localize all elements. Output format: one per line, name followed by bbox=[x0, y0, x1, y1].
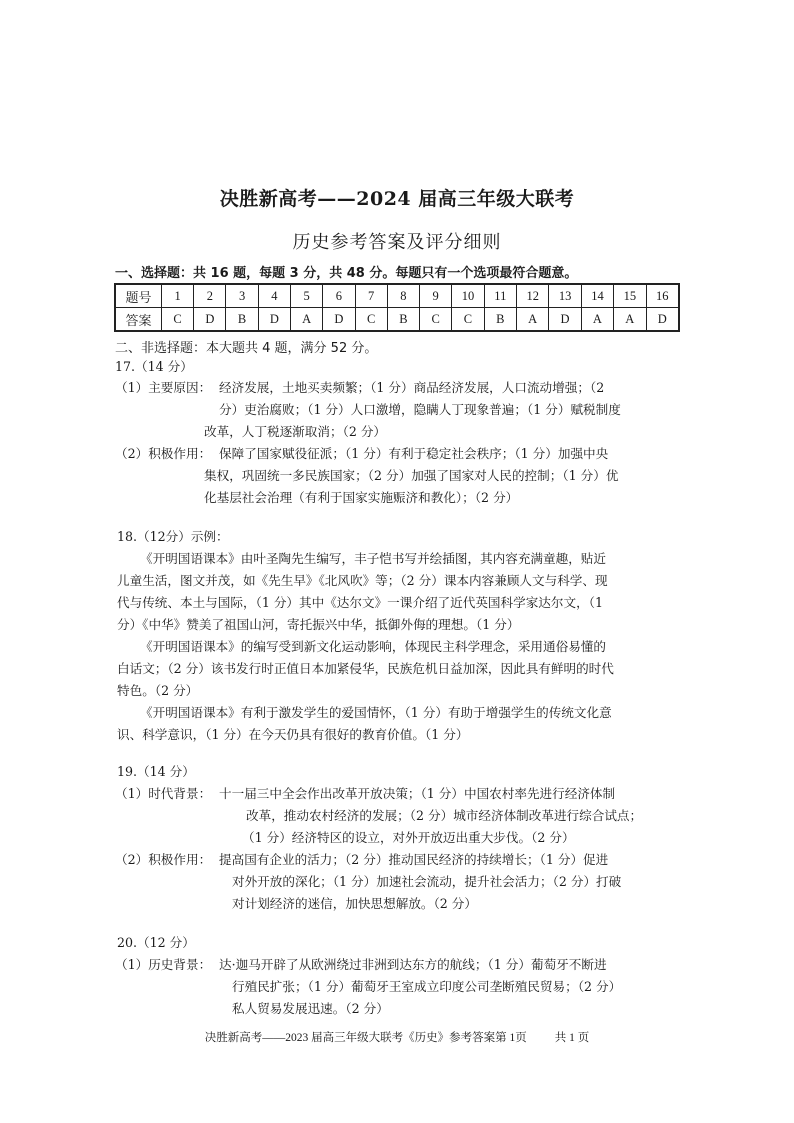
answer-cell: C bbox=[452, 308, 484, 332]
q17-title: 17.（14 分） bbox=[115, 359, 193, 374]
answer-cell: A bbox=[614, 308, 646, 332]
question-number-cell: 12 bbox=[517, 284, 549, 308]
question-number-cell: 16 bbox=[646, 284, 679, 308]
answer-table bbox=[114, 283, 680, 332]
q18-line: 《开明国语课本》有利于激发学生的爱国情怀，（1 分）有助于增强学生的传统文化意 bbox=[140, 705, 612, 720]
answer-cell: B bbox=[387, 308, 419, 332]
answer-cell: A bbox=[290, 308, 322, 332]
q17-p1-line: 改革，人丁税逐渐取消；（2 分） bbox=[204, 424, 387, 439]
answer-cell: C bbox=[420, 308, 452, 332]
q18-line: 《开明国语课本》由叶圣陶先生编写，丰子恺书写并绘插图，其内容充满童趣，贴近 bbox=[140, 551, 606, 566]
q18-line: 白话文；（2 分）该书发行时正值日本加紧侵华，民族危机日益加深，因此具有鲜明的时代 bbox=[117, 661, 614, 676]
question-number-cell: 15 bbox=[614, 284, 646, 308]
q18-line: 特色。（2 分） bbox=[117, 683, 199, 698]
question-number-cell: 7 bbox=[355, 284, 387, 308]
q19-p1-line: （1 分）经济特区的设立，对外开放迈出重大步伐。（2 分） bbox=[242, 830, 575, 845]
question-number-cell: 10 bbox=[452, 284, 484, 308]
row-label-number: 题号 bbox=[115, 284, 161, 308]
page-footer bbox=[0, 1029, 794, 1045]
table-row-answers bbox=[115, 308, 679, 332]
q17-p1-label: （1）主要原因： bbox=[115, 380, 212, 395]
question-number-cell: 1 bbox=[161, 284, 193, 308]
question-number-cell: 14 bbox=[581, 284, 613, 308]
footer-page-count: 共 1 页 bbox=[554, 1032, 590, 1044]
q20-p1-line: 达·迦马开辟了从欧洲绕过非洲到达东方的航线；（1 分）葡萄牙不断进 bbox=[219, 957, 607, 972]
q19-p2-line: 对计划经济的迷信，加快思想解放。（2 分） bbox=[232, 896, 477, 911]
answer-cell: C bbox=[355, 308, 387, 332]
row-label-answer: 答案 bbox=[115, 308, 161, 332]
q17-p2-line: 保障了国家赋役征派；（1 分）有利于稳定社会秩序；（1 分）加强中央 bbox=[219, 446, 609, 461]
q18-title: 18.（12分）示例： bbox=[117, 529, 229, 544]
question-number-cell: 11 bbox=[484, 284, 516, 308]
q20-p1-line: 行殖民扩张；（1 分）葡萄牙王室成立印度公司垄断殖民贸易；（2 分） bbox=[232, 979, 622, 994]
answer-cell: D bbox=[646, 308, 679, 332]
page-title: 决胜新高考——2024 届高三年级大联考 bbox=[219, 188, 575, 210]
q20-p1-line: 私人贸易发展迅速。（2 分） bbox=[232, 1001, 389, 1016]
table-row-numbers bbox=[115, 284, 679, 308]
q19-p1-line: 改革，推动农村经济的发展；（2 分）城市经济体制改革进行综合试点； bbox=[246, 808, 643, 823]
section-1-heading: 一、选择题：共 16 题，每题 3 分，共 48 分。每题只有一个选项最符合题意。 bbox=[115, 266, 578, 281]
question-number-cell: 4 bbox=[258, 284, 290, 308]
answer-cell: D bbox=[194, 308, 226, 332]
q17-p1-line: 分）吏治腐败；（1 分）人口激增，隐瞒人丁现象普遍；（1 分）赋税制度 bbox=[219, 402, 621, 417]
q17-p1-line: 经济发展，土地买卖频繁；（1 分）商品经济发展，人口流动增强；（2 bbox=[219, 380, 605, 395]
answer-cell: D bbox=[323, 308, 355, 332]
q17-p2-line: 集权，巩固统一多民族国家；（2 分）加强了国家对人民的控制；（1 分）优 bbox=[204, 468, 619, 483]
answer-cell: C bbox=[161, 308, 193, 332]
q18-line: 分）《中华》赞美了祖国山河，寄托振兴中华，抵御外侮的理想。（1 分） bbox=[117, 617, 520, 632]
answer-cell: B bbox=[484, 308, 516, 332]
q19-p1-label: （1）时代背景： bbox=[115, 786, 212, 801]
answer-cell: D bbox=[549, 308, 581, 332]
q19-p2-label: （2）积极作用： bbox=[115, 852, 212, 867]
q18-line: 儿童生活，图文并茂，如《先生早》《北风吹》等；（2 分）课本内容兼顾人文与科学、现 bbox=[117, 573, 608, 588]
footer-text: 决胜新高考——2023 届高三年级大联考《历史》参考答案第 1页 bbox=[204, 1032, 527, 1044]
q17-p2-label: （2）积极作用： bbox=[115, 446, 212, 461]
question-number-cell: 2 bbox=[194, 284, 226, 308]
q19-p2-line: 提高国有企业的活力；（2 分）推动国民经济的持续增长；（1 分）促进 bbox=[219, 852, 609, 867]
q18-line: 代与传统、本土与国际，（1 分）其中《达尔文》一课介绍了近代英国科学家达尔文，（1 bbox=[117, 595, 603, 610]
q17-p2-line: 化基层社会治理（有利于国家实施赈济和教化）；（2 分） bbox=[204, 490, 519, 505]
q19-p1-line: 十一届三中全会作出改革开放决策；（1 分）中国农村率先进行经济体制 bbox=[219, 786, 616, 801]
question-number-cell: 13 bbox=[549, 284, 581, 308]
question-number-cell: 9 bbox=[420, 284, 452, 308]
question-number-cell: 6 bbox=[323, 284, 355, 308]
q19-p2-line: 对外开放的深化；（1 分）加速社会流动，提升社会活力；（2 分）打破 bbox=[232, 874, 622, 889]
page-subtitle: 历史参考答案及评分细则 bbox=[292, 232, 502, 253]
q19-title: 19.（14 分） bbox=[117, 764, 195, 779]
answer-cell: A bbox=[581, 308, 613, 332]
q18-line: 《开明国语课本》的编写受到新文化运动影响，体现民主科学理念，采用通俗易懂的 bbox=[140, 639, 606, 654]
q20-p1-label: （1）历史背景： bbox=[115, 957, 212, 972]
answer-cell: B bbox=[226, 308, 258, 332]
q18-line: 识、科学意识，（1 分）在今天仍具有很好的教育价值。（1 分） bbox=[117, 727, 469, 742]
q20-title: 20.（12 分） bbox=[117, 935, 195, 950]
answer-cell: A bbox=[517, 308, 549, 332]
question-number-cell: 3 bbox=[226, 284, 258, 308]
answer-cell: D bbox=[258, 308, 290, 332]
section-2-heading: 二、非选择题：本大题共 4 题，满分 52 分。 bbox=[115, 341, 378, 356]
question-number-cell: 5 bbox=[290, 284, 322, 308]
question-number-cell: 8 bbox=[387, 284, 419, 308]
